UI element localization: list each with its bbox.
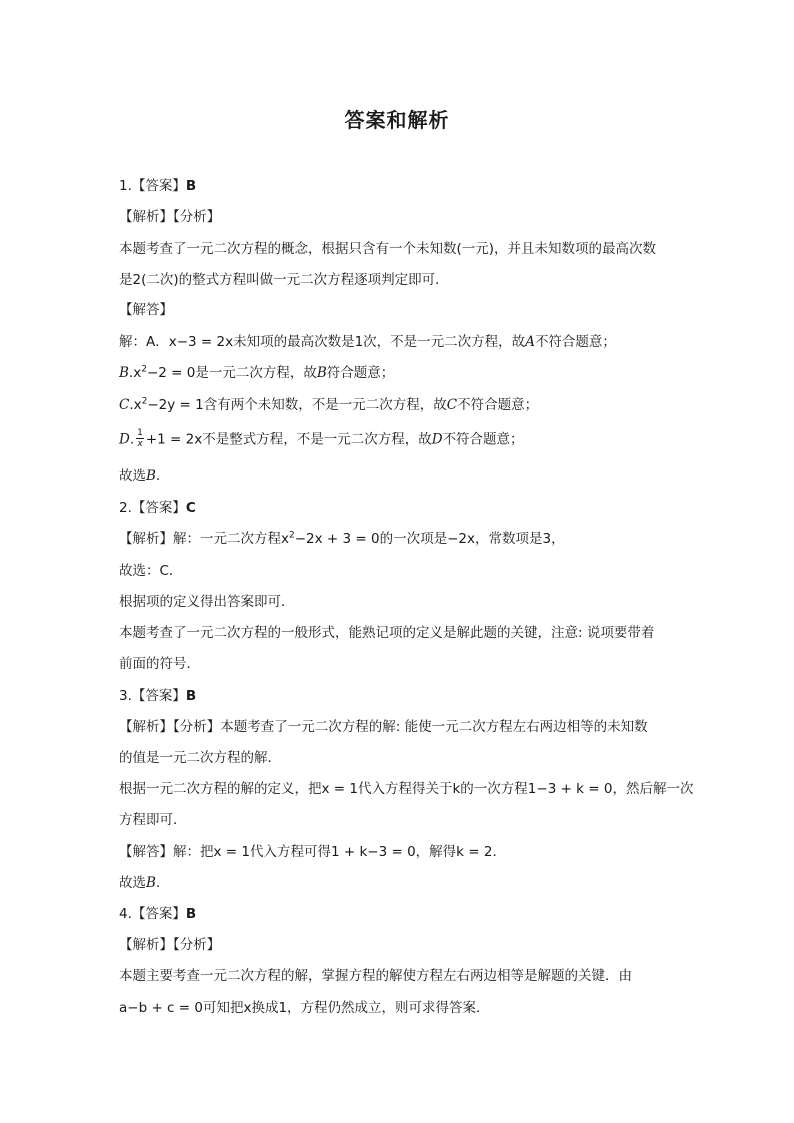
fraction-numerator: 1 bbox=[137, 428, 143, 438]
q2-choose-line: 故选：C． bbox=[119, 563, 183, 579]
q1-option-d-letter: D bbox=[119, 431, 130, 448]
q4-analysis-line-2: a−b + c = 0可知把x换成1，方程仍然成立，则可求得答案． bbox=[119, 1000, 490, 1016]
q2-line-5: 前面的符号． bbox=[119, 656, 200, 672]
q2-answer-value: C bbox=[185, 500, 196, 516]
q1-choose-letter: B bbox=[146, 468, 156, 484]
q2-line-4: 本题考查了一元二次方程的一般形式，能熟记项的定义是解此题的关键，注意: 说项要带着 bbox=[119, 625, 655, 641]
q2-analysis-line-1 bbox=[119, 529, 679, 549]
q2-analysis-heading: 【解析】 bbox=[119, 531, 173, 547]
q2-answer-line bbox=[119, 498, 679, 518]
q3-choose-tail: . bbox=[155, 875, 161, 891]
q1-option-d-dot: . bbox=[129, 431, 135, 448]
q1-option-b bbox=[119, 363, 679, 383]
q1-option-c-eq-1: .x bbox=[129, 397, 142, 413]
q1-option-c-tail: 不符合题意； bbox=[457, 397, 539, 413]
q4-analysis-line-1: 本题主要考查一元二次方程的解，掌握方程的解使方程左右两边相等是解题的关键．由 bbox=[119, 968, 632, 984]
q1-option-a bbox=[119, 332, 679, 352]
q2-analysis-text-1: 解：一元二次方程x bbox=[173, 531, 289, 547]
q3-solution-text: 解：把x = 1代入方程可得1 + k−3 = 0，解得k = 2． bbox=[173, 844, 506, 860]
q1-analysis-line-2: 是2(二次)的整式方程叫做一元二次方程逐项判定即可． bbox=[119, 272, 449, 288]
q1-option-b-exponent: 2 bbox=[141, 364, 147, 375]
q1-option-b-tail: 符合题意； bbox=[326, 365, 395, 381]
q2-line-3: 根据项的定义得出答案即可． bbox=[119, 594, 295, 610]
q1-option-a-tail: 不符合题意； bbox=[534, 334, 616, 350]
q2-analysis-text-2: −2x + 3 = 0的一次项是−2x，常数项是3， bbox=[294, 531, 565, 547]
q3-choose-line bbox=[119, 873, 679, 893]
q3-analysis-heading: 【解析】【分析】 bbox=[119, 719, 221, 735]
q1-option-d-letter-2: D bbox=[431, 431, 443, 448]
q1-answer-label: 1.【答案】 bbox=[119, 178, 186, 194]
q4-analysis-heading: 【解析】【分析】 bbox=[119, 937, 221, 953]
q1-option-b-eq-1: .x bbox=[128, 365, 142, 381]
q1-answer-line bbox=[119, 176, 679, 196]
q1-choose-prefix: 故选 bbox=[119, 468, 146, 484]
q1-option-a-text: 解：A．x−3 = 2x未知项的最高次数是1次，不是一元二次方程，故 bbox=[119, 334, 526, 350]
q1-analysis-line-1: 本题考查了一元二次方程的概念，根据只含有一个未知数(一元)，并且未知数项的最高次数 bbox=[119, 241, 657, 257]
q1-analysis-heading: 【解析】【分析】 bbox=[119, 209, 221, 225]
q1-choose-line bbox=[119, 466, 679, 486]
q4-answer-value: B bbox=[185, 906, 197, 922]
q1-option-b-letter: B bbox=[119, 365, 129, 381]
q3-answer-value: B bbox=[185, 688, 197, 704]
q3-answer-line bbox=[119, 686, 679, 706]
q1-answer-value: B bbox=[185, 178, 197, 194]
q3-analysis-line-1 bbox=[119, 717, 679, 737]
q2-answer-label: 2.【答案】 bbox=[119, 500, 186, 516]
q1-option-b-letter-2: B bbox=[316, 365, 327, 381]
q3-solution-line bbox=[119, 842, 679, 862]
q1-option-d-eq: +1 = 2x不是整式方程，不是一元二次方程，故 bbox=[145, 431, 432, 448]
q1-option-d-tail: 不符合题意； bbox=[442, 431, 524, 448]
q3-choose-letter: B bbox=[146, 875, 156, 891]
q2-exponent: 2 bbox=[289, 530, 295, 541]
q3-choose-prefix: 故选 bbox=[119, 875, 146, 891]
page-title: 答案和解析 bbox=[344, 108, 450, 132]
q1-choose-tail: . bbox=[155, 468, 161, 484]
q1-option-c-letter-2: C bbox=[446, 397, 458, 413]
q4-answer-line bbox=[119, 904, 679, 924]
q1-option-d-fraction bbox=[136, 428, 144, 449]
q1-solution-heading: 【解答】 bbox=[119, 302, 173, 318]
q3-analysis-line-2: 的值是一元二次方程的解． bbox=[119, 750, 281, 766]
q1-option-b-eq-2: −2 = 0是一元二次方程，故 bbox=[146, 365, 317, 381]
q1-option-c bbox=[119, 395, 679, 415]
q3-analysis-line-4: 方程即可． bbox=[119, 812, 187, 828]
q3-analysis-text-1: 本题考查了一元二次方程的解: 能使一元二次方程左右两边相等的未知数 bbox=[220, 719, 648, 735]
q3-answer-label: 3.【答案】 bbox=[119, 688, 186, 704]
q3-solution-heading: 【解答】 bbox=[119, 844, 173, 860]
q3-analysis-line-3: 根据一元二次方程的解的定义，把x = 1代入方程得关于k的一次方程1−3 + k = 0，然后解一次 bbox=[119, 781, 694, 797]
q1-option-a-letter: A bbox=[525, 334, 535, 350]
fraction-denominator: x bbox=[137, 439, 143, 449]
q4-answer-label: 4.【答案】 bbox=[119, 906, 186, 922]
q1-option-c-letter: C bbox=[119, 397, 130, 413]
q1-option-c-eq-2: −2y = 1含有两个未知数，不是一元二次方程，故 bbox=[147, 397, 447, 413]
q1-option-c-exponent: 2 bbox=[141, 396, 148, 407]
q1-option-d bbox=[119, 429, 679, 450]
